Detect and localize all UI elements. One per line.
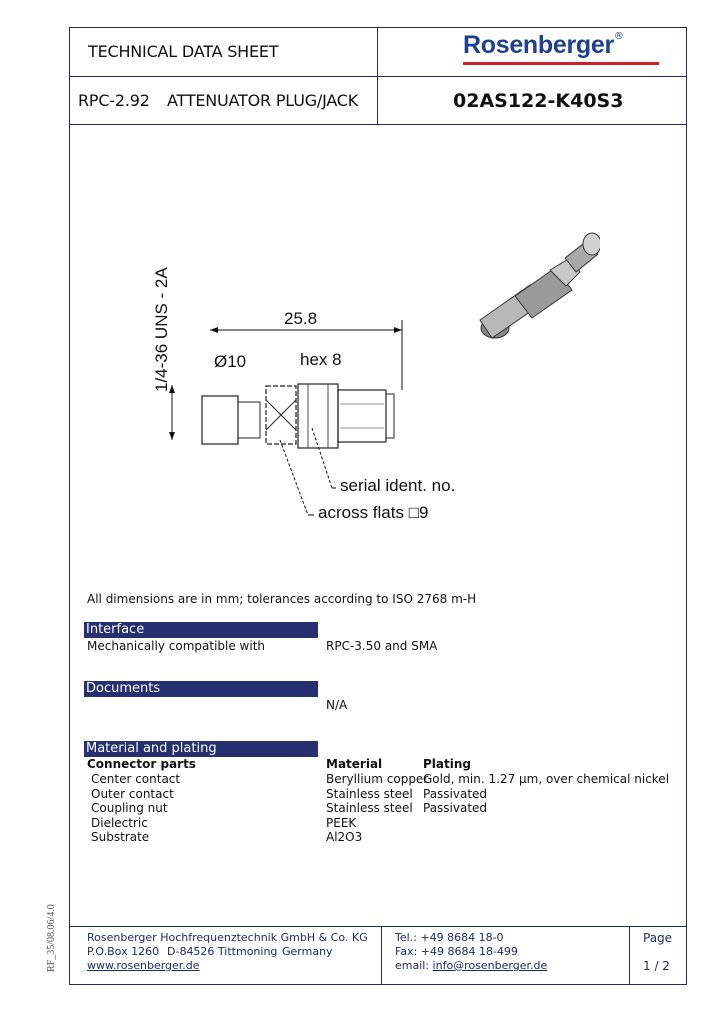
part-name: Center contact xyxy=(91,772,181,786)
email-row xyxy=(395,959,547,972)
frame-bottom xyxy=(69,984,687,985)
tolerance-note: All dimensions are in mm; tolerances according to ISO 2768 m-H xyxy=(87,592,477,606)
col-connector-parts: Connector parts xyxy=(87,757,196,771)
logo-stripe xyxy=(463,62,659,65)
po-box: P.O.Box 1260 xyxy=(87,945,160,958)
header-divider-2 xyxy=(69,124,687,125)
frame-left xyxy=(69,27,70,985)
footer-vertical-2 xyxy=(629,926,630,985)
documents-value: N/A xyxy=(326,698,348,712)
part-name: Coupling nut xyxy=(91,801,168,815)
city: D-84526 Tittmoning xyxy=(167,945,278,958)
brand-name: Rosenberger xyxy=(463,31,614,59)
website-link[interactable]: www.rosenberger.de xyxy=(87,959,200,972)
documents-heading: Documents xyxy=(84,681,318,697)
frame-right xyxy=(686,27,687,985)
col-plating: Plating xyxy=(423,757,471,771)
footer-top xyxy=(69,926,687,927)
country: Germany xyxy=(282,945,333,958)
series-label: RPC-2.92 xyxy=(78,91,150,110)
part-material: Beryllium copper xyxy=(326,772,429,786)
arrow-head-icon xyxy=(394,327,402,333)
brand-logo xyxy=(463,31,673,71)
header-divider-1 xyxy=(69,76,687,77)
interface-label: Mechanically compatible with xyxy=(87,639,266,653)
part-number: 02AS122-K40S3 xyxy=(453,90,624,112)
serial-label: serial ident. no. xyxy=(340,476,456,495)
material-heading: Material and plating xyxy=(84,741,318,757)
fax: Fax: +49 8684 18-499 xyxy=(395,945,518,958)
footer-vertical-1 xyxy=(381,926,382,985)
registered-mark: ® xyxy=(613,31,624,42)
length-label: 25.8 xyxy=(284,309,318,328)
page-number: 1 / 2 xyxy=(643,959,670,973)
frame-top xyxy=(69,27,687,28)
part-material: Stainless steel xyxy=(326,801,413,815)
telephone: Tel.: +49 8684 18-0 xyxy=(395,931,504,944)
company-name: Rosenberger Hochfrequenztechnik GmbH & Co. KG xyxy=(87,931,368,944)
part-plating: Passivated xyxy=(423,787,488,801)
page-label: Page xyxy=(643,931,673,945)
side-code: RF_35/08.06/4.0 xyxy=(46,904,57,972)
thread-label: 1/4-36 UNS - 2A xyxy=(152,267,171,392)
email-link[interactable]: info@rosenberger.de xyxy=(432,959,548,972)
col-material: Material xyxy=(326,757,383,771)
email-label: email: xyxy=(395,959,430,972)
part-material: Stainless steel xyxy=(326,787,413,801)
part-material: PEEK xyxy=(326,816,357,830)
connector-photo xyxy=(480,233,600,338)
part-plating: Gold, min. 1.27 µm, over chemical nickel xyxy=(423,772,670,786)
product-name: ATTENUATOR PLUG/JACK xyxy=(167,91,359,110)
flats-label: across flats □9 xyxy=(318,503,429,522)
part-material: Al2O3 xyxy=(326,830,363,844)
part-plating: Passivated xyxy=(423,801,488,815)
hex-label: hex 8 xyxy=(300,350,342,369)
part-name: Outer contact xyxy=(91,787,174,801)
part-name: Substrate xyxy=(91,830,150,844)
doc-type: TECHNICAL DATA SHEET xyxy=(88,42,279,61)
part-name: Dielectric xyxy=(91,816,148,830)
header-vertical xyxy=(377,27,378,125)
interface-value: RPC-3.50 and SMA xyxy=(326,639,438,653)
interface-heading: Interface xyxy=(84,622,318,638)
arrow-head-icon xyxy=(210,327,218,333)
diameter-label: Ø10 xyxy=(214,352,247,371)
